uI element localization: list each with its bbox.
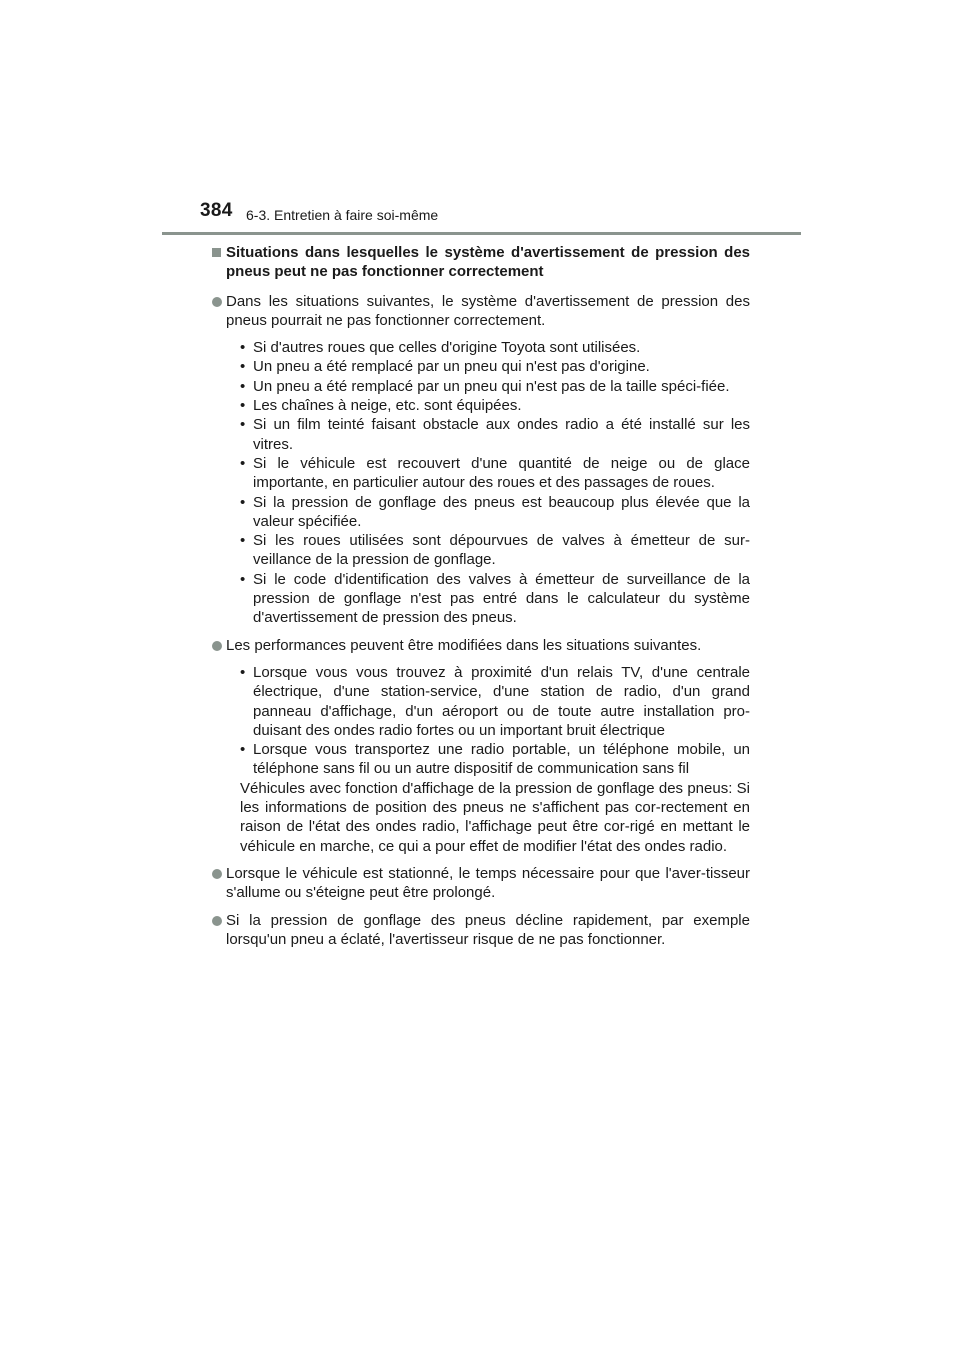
sub-item: [240, 357, 750, 376]
sub-item: [240, 740, 750, 779]
sub-item-text: Un pneu a été remplacé par un pneu qui n'est pas d'origine.: [253, 358, 650, 376]
sub-item: [240, 415, 750, 454]
sub-item-text: Lorsque vous transportez une radio portable, un téléphone mobile, un téléphone sans fil ou un autre dispositif de communication sans fil: [253, 741, 750, 778]
sub-item: [240, 377, 750, 396]
sub-item-text: Si d'autres roues que celles d'origine Toyota sont utilisées.: [253, 339, 641, 357]
list-item: [212, 911, 750, 950]
list-item-text: Si la pression de gonflage des pneus décline rapidement, par exemple lorsqu'un pneu a éclaté, l'avertisseur risque de ne pas fonctionner.: [226, 911, 750, 948]
sub-item: [240, 531, 750, 570]
section-title: 6-3. Entretien à faire soi-même: [246, 207, 439, 223]
circle-bullet-icon: [212, 297, 222, 307]
section-heading: [212, 243, 750, 282]
sub-list: [226, 338, 750, 627]
page-number: 384: [200, 200, 233, 221]
list-item: [212, 292, 750, 628]
list-item-text: Dans les situations suivantes, le système d'avertissement de pression des pneus pourrait ne pas fonctionner correctement.: [226, 292, 750, 329]
sub-item: [240, 454, 750, 493]
sub-item: [240, 663, 750, 740]
bullet-icon: •: [240, 339, 246, 357]
bullet-icon: •: [240, 741, 246, 759]
list-item: [212, 864, 750, 903]
sub-item-text: Si les roues utilisées sont dépourvues de valves à émetteur de sur-veillance de la pression de gonflage.: [253, 532, 750, 569]
bullet-icon: •: [240, 493, 246, 511]
bullet-icon: •: [240, 532, 246, 550]
sub-item-text: Si la pression de gonflage des pneus est beaucoup plus élevée que la valeur spécifiée.: [253, 493, 750, 530]
sub-item-text: Lorsque vous vous trouvez à proximité d'un relais TV, d'une centrale électrique, d'une station-service, d'une station de radio, d'un grand panneau d'affichage, d'un aéroport ou de toute autre installation pro-duisant des ondes radio fortes ou un important bruit électrique: [253, 663, 750, 739]
page-content: [212, 243, 750, 957]
circle-bullet-icon: [212, 916, 222, 926]
sub-item: [240, 570, 750, 628]
sub-item: [240, 338, 750, 357]
sub-list: [226, 663, 750, 779]
bullet-icon: •: [240, 454, 246, 472]
bullet-icon: •: [240, 358, 246, 376]
list-item-text: Lorsque le véhicule est stationné, le temps nécessaire pour que l'aver-tisseur s'allume ou s'éteigne peut être prolongé.: [226, 864, 750, 902]
bullet-icon: •: [240, 663, 246, 681]
sub-item-text: Si le code d'identification des valves à émetteur de surveillance de la pression de gonflage n'est pas entré dans le calculateur du système d'avertissement de pression des pneus.: [253, 570, 750, 627]
bullet-icon: •: [240, 416, 246, 434]
sub-item-text: Si le véhicule est recouvert d'une quantité de neige ou de glace importante, en particulier autour des roues et des passages de roues.: [253, 454, 750, 492]
sub-item: [240, 396, 750, 415]
list-item: [212, 636, 750, 856]
list-item-text: Les performances peuvent être modifiées dans les situations suivantes.: [226, 636, 702, 654]
sub-item-text: Les chaînes à neige, etc. sont équipées.: [253, 397, 522, 415]
bullet-icon: •: [240, 397, 246, 415]
sub-item-text: Si un film teinté faisant obstacle aux ondes radio a été installé sur les vitres.: [253, 416, 750, 453]
square-bullet-icon: [212, 248, 221, 257]
header-rule: [162, 232, 801, 235]
circle-bullet-icon: [212, 641, 222, 651]
note-paragraph: Véhicules avec fonction d'affichage de la pression de gonflage des pneus: Si les informations de position des pneus ne s'affichent pas cor-rectement en raison de l'état des ondes radio, l'affichage peut être cor-rigé en mettant le véhicule en marche, ce qui a pour effet de modifier l'état des ondes radio.: [240, 779, 750, 855]
bullet-icon: •: [240, 570, 246, 588]
section-heading-text: Situations dans lesquelles le système d'avertissement de pression des pneus peut ne pas fonctionner correctement: [226, 244, 750, 281]
circle-bullet-icon: [212, 869, 222, 879]
bullet-icon: •: [240, 377, 246, 395]
sub-item: [240, 493, 750, 532]
sub-item-text: Un pneu a été remplacé par un pneu qui n'est pas de la taille spéci-fiée.: [253, 377, 730, 395]
